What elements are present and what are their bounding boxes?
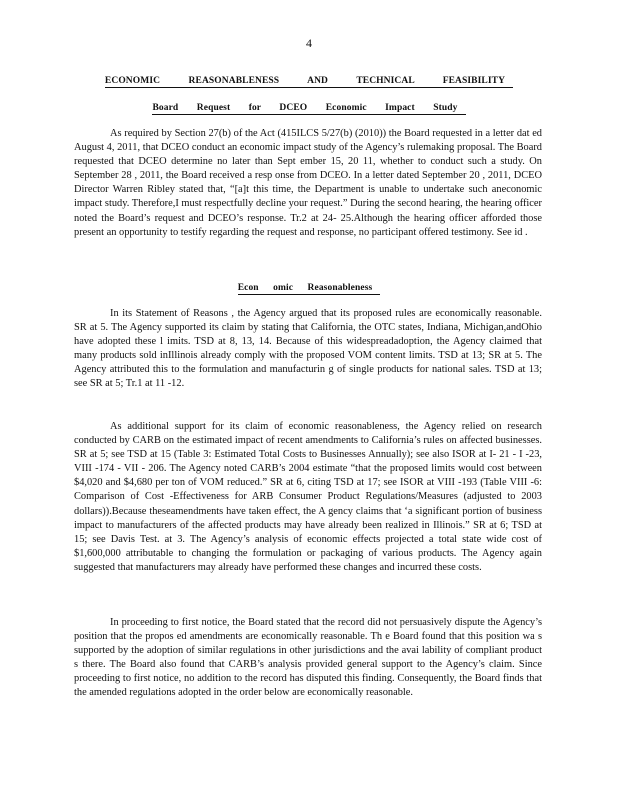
section-heading [0,76,618,88]
paragraph-board-finding: In proceeding to first notice, the Board stated that the record did not persuasively dispute the Agency’s position that the propos ed amendments are economically reasonable. Th e Board found that this position wa s supported by the adoption of similar regulations in other jurisdictions and the avai lability of compliant product s there. The Board also found that CARB’s analysis provided general support to the Agency’s claim. Since proceeding to first notice, no addition to the record has disputed this finding. Consequently, the Board finds that the amended regulations adopted in the order below are economically reasonable. [74,617,542,699]
page-number: 4 [306,36,312,50]
subsection-heading-economic-text: Econ omic Reasonableness [238,283,381,295]
subsection-heading-economic [0,283,618,295]
paragraph-board-request: As required by Section 27(b) of the Act (415ILCS 5/27(b) (2010)) the Board requested in a letter dat ed August 4, 2011, that DCEO conduct an economic impact study of the Agency’s rulemaking proposal. The Board requested that DCEO determine no later than Sept ember 15, 20 11, whether to conduct such a study. On September 28 , 2011, the Board received a resp onse from DCEO. In a letter dated September 20 , 2011, DCEO Director Warren Ribley stated that, “[a]t this time, the Department is unable to undertake such aneconomic impact study. Therefore,I must respectfully decline your request.” During the second hearing, the hearing officer noted the Board’s request and DCEO’s response. Tr.2 at 24- 25.Although the hearing officer afforded those present an opportunity to testify regarding the request and response, no participant offered testimony. See id . [74,128,542,238]
paragraph-statement-of-reasons: In its Statement of Reasons , the Agency argued that its proposed rules are economically reasonable. SR at 5. The Agency supported its claim by stating that California, the OTC states, Indiana, Michigan,andOhio have adopted these l imits. TSD at 8, 13, 14. Because of this widespreadadoption, the Agency claimed that many products sold inIllinois already comply with the proposed VOM content limits. TSD at 13; SR at 5. The Agency attributed this to the formulation and manufacturin g of single products for national sales. TSD at 13; see SR at 5; Tr.1 at 11 -12. [74,308,542,390]
paragraph-additional-support: As additional support for its claim of economic reasonableness, the Agency relied on research conducted by CARB on the estimated impact of recent amendments to California’s rules on affected businesses. SR at 5; see TSD at 15 (Table 3: Estimated Total Costs to Businesses Annually); see also ISOR at I- 21 - I -23, VIII -174 - VII - 206. The Agency noted CARB’s 2004 estimate “that the proposed limits would cost between $4,020 and $4,680 per ton of VOM reduced.” SR at 6, citing TSD at 17; see ISOR at VIII -193 (Table VIII -6: Comparison of Cost -Effectiveness for ARB Consumer Product Regulations/Measures (adjusted to 2003 dollars)).Because theseamendments have taken effect, the A gency claims that ‘a significant portion of business impact to manufacturers of the affected products may have already been realized in Illinois.” SR at 6; TSD at 15; see Davis Test. at 3. The Agency’s analysis of economic effects projected a total state wide cost of $1,600,000 attributable to changing the formulation or packaging of various products. The Agency again suggested that manufacturers may already have performed these changes and incurred these costs. [74,421,542,573]
subsection-heading-board-request-text: Board Request for DCEO Economic Impact Study [152,103,465,115]
section-heading-text: ECONOMIC REASONABLENESS AND TECHNICAL FEASIBILITY [105,76,513,88]
subsection-heading-board-request [0,103,618,115]
